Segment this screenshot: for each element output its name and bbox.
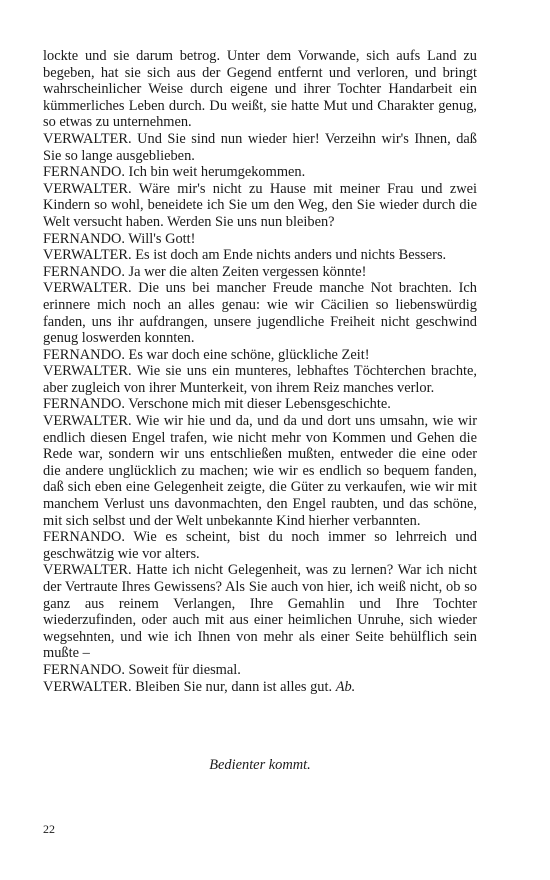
dialogue-line: VERWALTER. Es ist doch am Ende nichts anders und nichts Bessers. xyxy=(43,247,447,264)
dialogue-line: VERWALTER. Wie sie uns ein munteres, lebhaftes Töchterchen brachte, aber zugleich von ihrer Munterkeit, von ihrem Reiz manches verlor. xyxy=(43,363,477,396)
text-body xyxy=(43,48,477,695)
dialogue-line: FERNANDO. Ja wer die alten Zeiten vergessen könnte! xyxy=(43,263,367,280)
dialogue-line: FERNANDO. Wie es scheint, bist du noch immer so lehrreich und geschwätzig wie vor alters. xyxy=(43,529,477,562)
dialogue-line: FERNANDO. Soweit für diesmal. xyxy=(43,661,241,678)
dialogue-line: FERNANDO. Ich bin weit herumgekommen. xyxy=(43,164,306,181)
dialogue-line: FERNANDO. Will's Gott! xyxy=(43,230,196,247)
stage-direction: Bedienter kommt. xyxy=(209,757,311,773)
dialogue-line: VERWALTER. Und Sie sind nun wieder hier! Verzeihn wir's Ihnen, daß Sie so lange ausgeblieben. xyxy=(43,130,477,164)
dialogue-line: VERWALTER. Die uns bei mancher Freude manche Not brachten. Ich erinnere mich noch an alles genau: wie wir Cäcilien so liebenswürdig fanden, uns ihr aufdrangen, unsere jugendliche Freiheit nicht geschwind genug loswerden konnten. xyxy=(43,280,477,347)
dialogue-text: VERWALTER. Bleiben Sie nur, dann ist alles gut. xyxy=(43,678,336,695)
page-number: 22 xyxy=(43,822,55,836)
dialogue-line: VERWALTER. Wäre mir's nicht zu Hause mit meiner Frau und zwei Kindern so wohl, beneidete ich Sie um den Weg, den Sie wieder durch die Welt versucht haben. Werden Sie uns nun bleiben? xyxy=(43,180,477,230)
dialogue-line: VERWALTER. Wie wir hie und da, und da und dort uns umsahn, wie wir endlich diesen Engel trafen, wie nicht mehr von Kommen und Gehen die Rede war, sondern wir uns entschließen mußten, entweder die eine oder die andere unglücklich zu machen; wie wir es endlich so bequem fanden, daß sich eben eine Gelegenheit zeigte, die Güter zu verkaufen, wie wir mit manchem Verlust uns davonmachten, den Engel raubten, und das schöne, mit sich selbst und der Welt unbekannte Kind hierher verbannten. xyxy=(43,413,477,529)
paragraph: lockte und sie darum betrog. Unter dem Vorwande, sich aufs Land zu begeben, hat sie sich aus der Gegend entfernt und verloren, und bringt wahrscheinlicher Weise durch eigene und ihrer Tochter Handarbeit ein kümmerliches Leben durch. Du weißt, sie hatte Mut und Charakter genug, so etwas zu unternehmen. xyxy=(43,48,477,131)
dialogue-line: VERWALTER. Hatte ich nicht Gelegenheit, was zu lernen? War ich nicht der Vertraute Ihres Gewissens? Als Sie auch von hier, ich weiß nicht, ob so ganz aus reinem Verlangen, Ihre Gemahlin und Ihre Tochter wiederzufinden, oder auch mit aus einer heimlichen Unruhe, sich wieder wegsehnten, und wie ich Ihnen von mehr als einer Seite behülflich sein mußte – xyxy=(43,562,477,662)
dialogue-line: FERNANDO. Verschone mich mit dieser Lebensgeschichte. xyxy=(43,396,391,413)
dialogue-line-last xyxy=(43,679,477,696)
stage-direction-inline: Ab. xyxy=(335,678,356,695)
dialogue-line: FERNANDO. Es war doch eine schöne, glückliche Zeit! xyxy=(43,346,370,363)
